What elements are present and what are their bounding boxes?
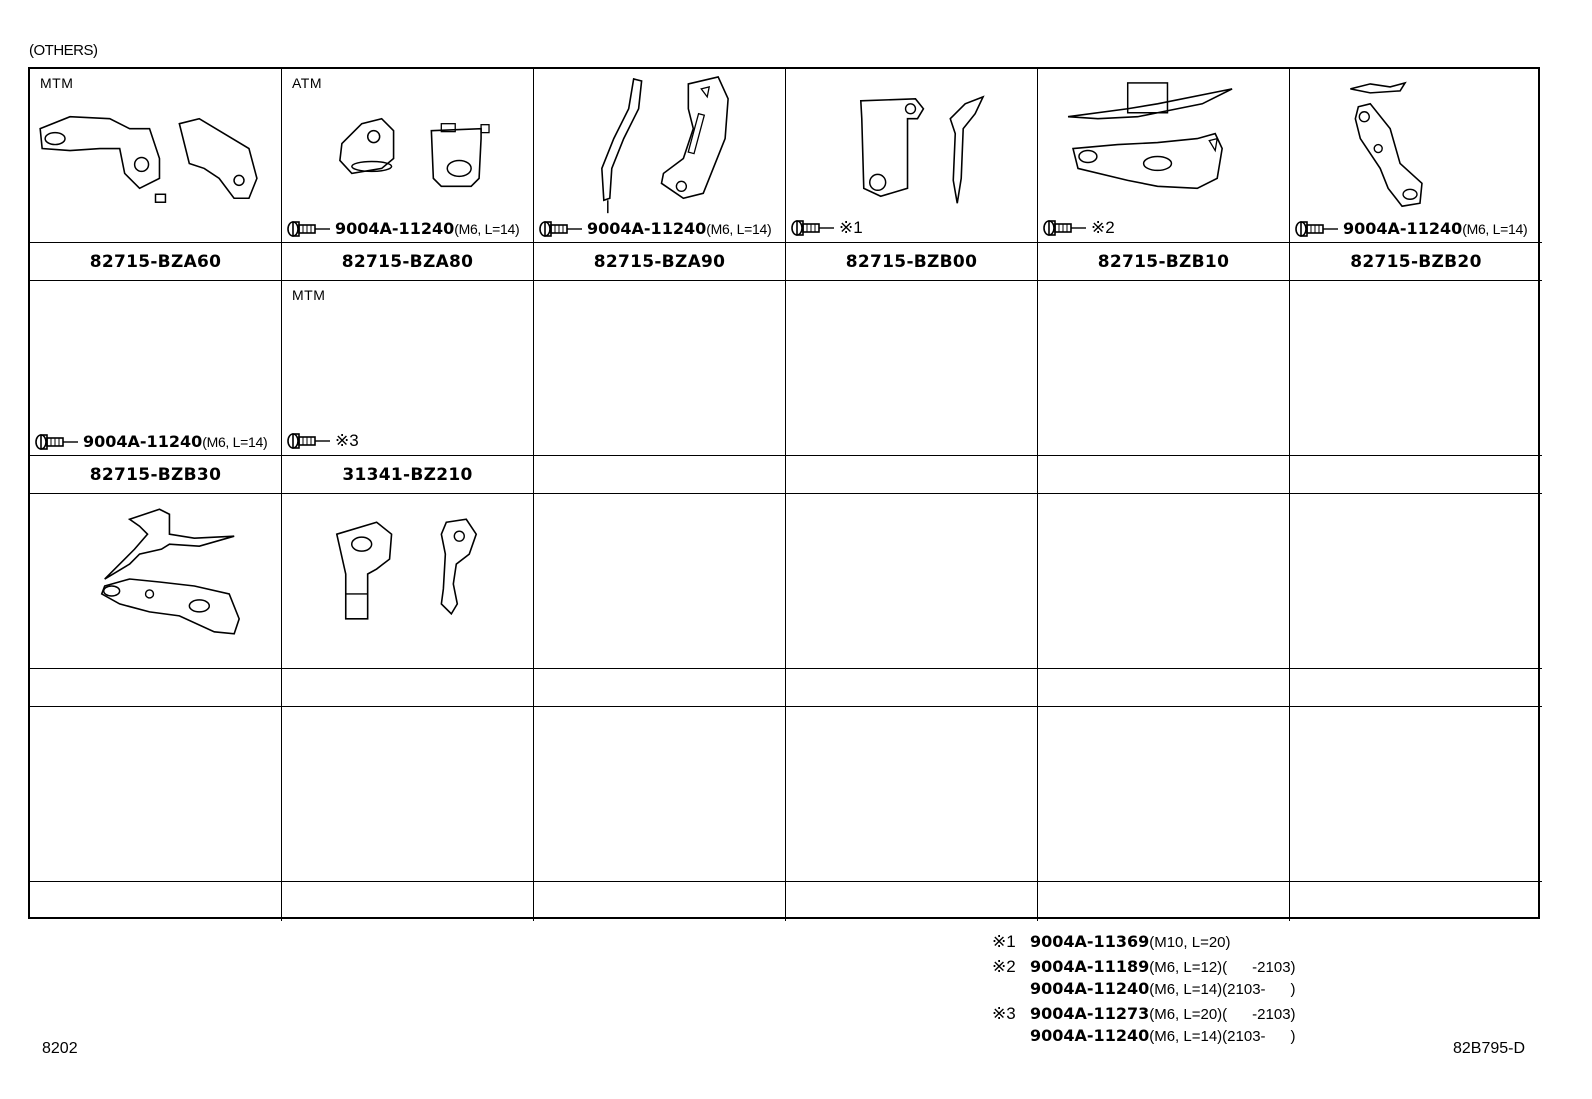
illustration-code: 82B795-D xyxy=(1453,1040,1526,1057)
part-number[interactable]: 82715-BZA60 xyxy=(89,251,222,272)
part-drawing xyxy=(534,69,785,242)
part-number-cell xyxy=(786,882,1038,921)
part-number-cell xyxy=(30,243,282,281)
part-number-cell xyxy=(282,456,534,494)
footnote-line xyxy=(992,957,1296,979)
part-drawing xyxy=(30,69,281,242)
bolt-icon xyxy=(34,433,80,451)
part-drawing xyxy=(1038,69,1289,242)
part-number-cell xyxy=(786,669,1038,707)
bolt-icon xyxy=(286,220,332,238)
part-number[interactable]: 82715-BZB30 xyxy=(89,464,222,485)
transmission-variant-label: MTM xyxy=(292,287,326,303)
footnote-spec: (M6, L=12)( -2103) xyxy=(1149,959,1296,976)
footnote-part-number[interactable]: 9004A-11240 xyxy=(1030,979,1150,998)
part-drawing xyxy=(1290,69,1542,242)
bolt-callout xyxy=(286,431,359,451)
bolt-part-number: 9004A-11240 xyxy=(1343,219,1463,238)
part-illustration-cell xyxy=(1038,281,1290,456)
bolt-icon xyxy=(790,219,836,237)
part-number-cell xyxy=(1290,882,1542,921)
bolt-callout xyxy=(286,219,519,238)
part-number[interactable]: 82715-BZA90 xyxy=(593,251,726,272)
footnote-spec: (M6, L=20)( -2103) xyxy=(1149,1006,1296,1023)
part-illustration-cell xyxy=(1290,281,1542,456)
part-illustration-cell xyxy=(1038,69,1290,243)
part-number-cell xyxy=(1038,669,1290,707)
part-illustration-cell xyxy=(1038,707,1290,882)
footnote-mark: ※2 xyxy=(992,957,1016,976)
part-number-cell xyxy=(534,882,786,921)
part-number[interactable]: 82715-BZB10 xyxy=(1097,251,1230,272)
bolt-part-number: 9004A-11240 xyxy=(587,219,707,238)
bolt-spec: (M6, L=14) xyxy=(706,220,772,237)
part-illustration-cell xyxy=(786,707,1038,882)
part-number[interactable]: 82715-BZA80 xyxy=(341,251,474,272)
part-number-cell xyxy=(30,669,282,707)
part-number-cell xyxy=(786,243,1038,281)
footnotes xyxy=(992,932,1296,1048)
bolt-footnote-ref: ※2 xyxy=(1091,218,1115,237)
part-illustration-cell xyxy=(1290,494,1542,669)
footnote-spec: (M6, L=14)(2103- ) xyxy=(1149,981,1296,998)
part-illustration-cell xyxy=(282,707,534,882)
footnote-spec: (M10, L=20) xyxy=(1149,934,1231,951)
bolt-footnote-ref: ※1 xyxy=(839,218,863,237)
part-number[interactable]: 82715-BZB20 xyxy=(1350,251,1482,272)
section-caption: (OTHERS) xyxy=(29,42,98,59)
part-number-cell xyxy=(30,456,282,494)
footnote-mark: ※1 xyxy=(992,932,1016,951)
part-number-cell xyxy=(1038,456,1290,494)
part-number[interactable]: 31341-BZ210 xyxy=(342,464,473,485)
bolt-callout xyxy=(538,219,771,238)
bolt-callout xyxy=(790,218,863,238)
bolt-icon xyxy=(1042,219,1088,237)
part-illustration-cell xyxy=(282,69,534,243)
part-number-cell xyxy=(1290,669,1542,707)
part-number-cell xyxy=(30,882,282,921)
part-illustration-cell xyxy=(534,494,786,669)
footnote-line xyxy=(992,932,1296,954)
footnote-line xyxy=(992,979,1296,1001)
bolt-spec: (M6, L=14) xyxy=(1462,220,1528,237)
part-illustration-cell xyxy=(30,707,282,882)
part-illustration-cell xyxy=(30,494,282,669)
part-illustration-cell xyxy=(534,707,786,882)
bolt-icon xyxy=(1294,220,1340,238)
part-illustration-cell xyxy=(1038,494,1290,669)
transmission-variant-label: ATM xyxy=(292,75,323,91)
footnote-mark: ※3 xyxy=(992,1004,1016,1023)
bolt-icon xyxy=(286,432,332,450)
bolt-callout xyxy=(1294,219,1527,238)
footnote-part-number[interactable]: 9004A-11189 xyxy=(1030,957,1150,976)
part-illustration-cell xyxy=(1290,69,1542,243)
part-illustration-cell xyxy=(1290,707,1542,882)
part-number-cell xyxy=(282,243,534,281)
part-illustration-cell xyxy=(786,69,1038,243)
part-number-cell xyxy=(282,669,534,707)
part-illustration-cell xyxy=(534,69,786,243)
part-drawing xyxy=(282,494,533,668)
part-number-cell xyxy=(1038,882,1290,921)
part-illustration-cell xyxy=(786,494,1038,669)
footnote-part-number[interactable]: 9004A-11369 xyxy=(1030,932,1150,951)
bolt-footnote-ref: ※3 xyxy=(335,431,359,450)
part-illustration-cell xyxy=(786,281,1038,456)
part-illustration-cell xyxy=(282,281,534,456)
bolt-spec: (M6, L=14) xyxy=(202,433,268,450)
transmission-variant-label: MTM xyxy=(40,75,74,91)
part-illustration-cell xyxy=(30,69,282,243)
part-number-cell xyxy=(1290,456,1542,494)
part-number[interactable]: 82715-BZB00 xyxy=(845,251,978,272)
part-number-cell xyxy=(534,243,786,281)
footnote-part-number[interactable]: 9004A-11240 xyxy=(1030,1026,1150,1045)
bolt-part-number: 9004A-11240 xyxy=(335,219,455,238)
part-illustration-cell xyxy=(282,494,534,669)
part-illustration-cell xyxy=(30,281,282,456)
part-number-cell xyxy=(534,456,786,494)
bolt-callout xyxy=(1042,218,1115,238)
part-drawing xyxy=(30,494,281,668)
footnote-line xyxy=(992,1004,1296,1026)
bolt-part-number: 9004A-11240 xyxy=(83,432,203,451)
bolt-spec: (M6, L=14) xyxy=(454,220,520,237)
footnote-spec: (M6, L=14)(2103- ) xyxy=(1149,1028,1296,1045)
page-number: 8202 xyxy=(42,1040,78,1057)
footnote-part-number[interactable]: 9004A-11273 xyxy=(1030,1004,1150,1023)
bolt-callout xyxy=(34,432,267,451)
part-number-cell xyxy=(1038,243,1290,281)
parts-grid xyxy=(28,67,1540,919)
part-number-cell xyxy=(282,882,534,921)
part-number-cell xyxy=(786,456,1038,494)
part-number-cell xyxy=(534,669,786,707)
part-drawing xyxy=(282,69,533,242)
part-illustration-cell xyxy=(534,281,786,456)
part-drawing xyxy=(786,69,1037,242)
bolt-icon xyxy=(538,220,584,238)
part-number-cell xyxy=(1290,243,1542,281)
footnote-line xyxy=(992,1026,1296,1048)
